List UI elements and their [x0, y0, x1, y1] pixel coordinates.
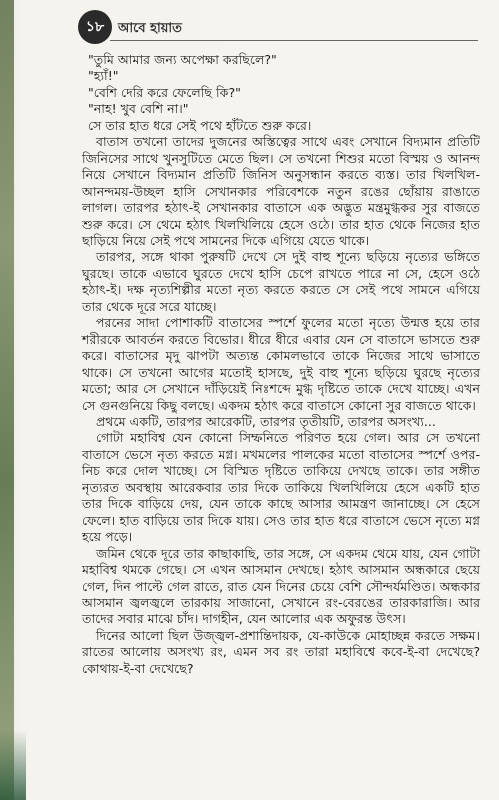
- paragraph: পরনের সাদা পোশাকটি বাতাসের স্পর্শে ফুলের মতো নৃত্যে উন্মত্ত হয়ে তার শরীরকে আবর্তন করতে বিভোর। ধীরে ধীরে এবার যেন সে বাতাসে ভাসতে শুরু করে। বাতাসের মৃদু ঝাপটা অত্যন্ত কোমলভাবে তাকে নিজের সাথে ভাসাতে থাকে। সে তখনো আগের মতোই হাসছে, দুই বাহু শূন্যে ছড়িয়ে ঘুরছে নৃত্যের মতো; আর সে সেখানে দাঁড়িয়েই নিঃশব্দে মুগ্ধ দৃষ্টিতে তাকে দেখে যাচ্ছে। এখন সে গুনগুনিয়ে কিছু বলছে। একদম হঠাৎ করে বাতাসে কোনো সুর বাজতে থাকে।: [82, 315, 480, 413]
- paragraph: বাতাস তখনো তাদের দুজনের অস্তিত্বের সাথে এবং সেখানে বিদ্যমান প্রতিটি জিনিসের সাথে খুনসুটিতে মেতে ছিল। সে তখনো শিশুর মতো বিস্ময় ও আনন্দ নিয়ে সেখানে বিদ্যমান প্রতিটি জিনিস অনুসন্ধান করতে ব্যস্ত। তার খিলখিল-আনন্দময়-উচ্ছল হাসি সেখানকার পরিবেশকে নতুন রঙের ছোঁয়ায় রাঙাতে লাগল। তারপর হঠাৎ-ই সেখানকার বাতাসে এক অদ্ভুত মন্ত্রমুগ্ধকর সুর বাজতে শুরু করে। সে থেমে হঠাৎ খিলখিলিয়ে হেসে ওঠে। তার হাত থেকে নিজের হাত ছাড়িয়ে নিয়ে সেই পথে সামনের দিকে এগিয়ে যেতে থাকে।: [82, 134, 480, 248]
- page-header: [78, 6, 478, 46]
- narration-line: সে তার হাত ধরে সেই পথে হাঁটতে শুরু করে।: [88, 117, 312, 133]
- dialogue-line: "হ্যাঁ!": [88, 68, 119, 84]
- paragraph: তারপর, সঙ্গে থাকা পুরুষটি দেখে সে দুই বাহু শূন্যে ছড়িয়ে নৃত্যের ভঙ্গিতে ঘুরছে। তাকে এভাবে ঘুরতে দেখে হাসি চেপে রাখতে পারে না সে, হেসে ওঠে হঠাৎ-ই। দক্ষ নৃত্যশিল্পীর মতো নৃত্য করতে করতে সে সেই পথে সামনে এগিয়ে তার থেকে দূরে সরে যাচ্ছে।: [82, 249, 480, 314]
- page-number-badge: ১৮: [78, 10, 112, 44]
- dialogue-line: "নাহ! খুব বেশি না।": [88, 101, 189, 117]
- paragraph: গোটা মহাবিশ্ব যেন কোনো সিম্ফনিতে পরিণত হয়ে গেল। আর সে তখনো বাতাসে ভেসে নৃত্য করতে মগ্ন। মখমলের পালকের মতো বাতাসের স্পর্শে ওপর-নিচ করে দোল খাচ্ছে। সে বিস্মিত দৃষ্টিতে তাকিয়ে দেখছে তাকে। তার সঙ্গীত নৃত্যরত অবস্থায় আরেকবার তার দিকে তাকিয়ে খিলখিলিয়ে হেসে একটি হাত তার দিকে বাড়িয়ে দেয়, যেন তাকে কাছে আসার আমন্ত্রণ জানাচ্ছে। সে হেসে ফেলে। হাত বাড়িয়ে তার দিকে যায়। সেও তার হাত ধরে বাতাসে ভেসে নৃত্যে মগ্ন হয়ে পড়ে।: [82, 430, 480, 545]
- dialogue-line: "বেশি দেরি করে ফেলেছি কি?": [88, 84, 241, 100]
- running-title: আবে হায়াত: [118, 21, 182, 36]
- header-rule: [110, 40, 478, 41]
- paragraph: দিনের আলো ছিল উজ্জ্বল-প্রশান্তিদায়ক, যে-কাউকে মোহাচ্ছন্ন করতে সক্ষম। রাতের আলোয় অসংখ্য রং, এমন সব রং তারা মহাবিশ্বে কবে-ই-বা দেখেছে? কোথায়-ই-বা দেখেছে?: [82, 627, 481, 676]
- body-text: [82, 52, 480, 677]
- cover-edge-strip: [0, 0, 14, 800]
- dialogue-line: "তুমি আমার জন্য অপেক্ষা করছিলে?": [88, 52, 277, 67]
- paragraph: প্রথমে একটি, তারপর আরেকটি, তারপর তৃতীয়টি, তারপর অসংখ্য...: [96, 413, 436, 429]
- cover-edge-figure: [0, 730, 26, 800]
- paragraph: জমিন থেকে দূরে তার কাছাকাছি, তার সঙ্গে, সে একদম থেমে যায়, যেন গোটা মহাবিশ্ব থমকে গেছে। সে এখন আসমান দেখছে। হঠাৎ আসমান অন্ধকারে ছেয়ে গেল, দিন পাল্টে গেল রাতে, রাত যেন দিনের চেয়ে বেশি সৌন্দর্যমণ্ডিত। অন্ধকার আসমান জ্বলজ্বলে তারকায় সাজানো, সেখানে রং-বেরঙের তারকারাজি। আর তাদের সবার মাঝে চাঁদ। দাগহীন, যেন আলোর এক অফুরন্ত উৎস।: [82, 545, 480, 627]
